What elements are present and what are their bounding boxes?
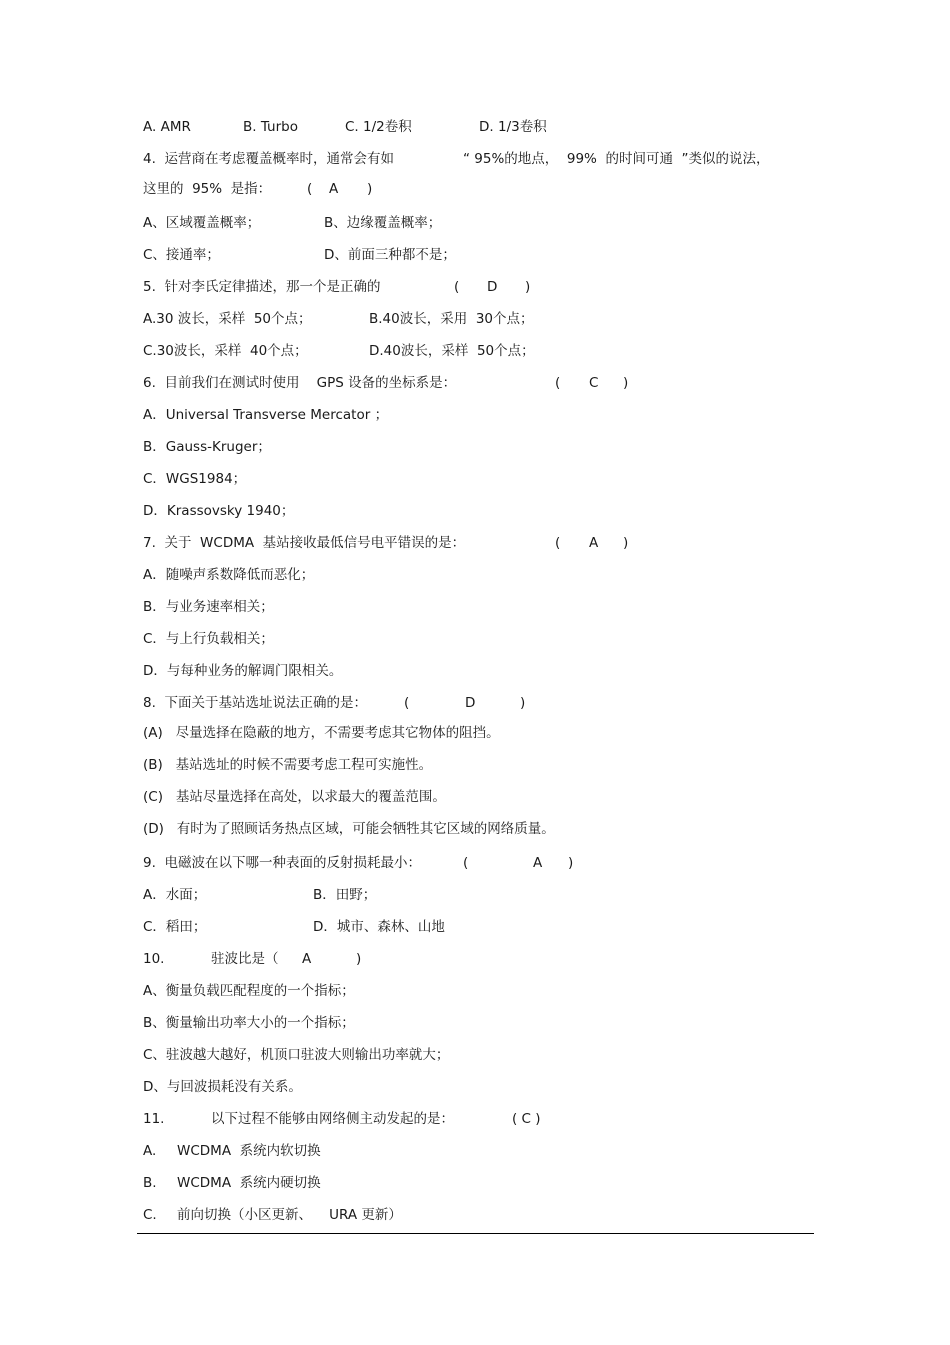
text-segment: 前向切换（小区更新、 URA 更新） xyxy=(177,1207,402,1223)
text-segment: (A) 尽量选择在隐蔽的地方，不需要考虑其它物体的阻挡。 xyxy=(143,725,500,741)
text-segment: ( xyxy=(404,695,410,711)
text-segment: 9. 电磁波在以下哪一种表面的反射损耗最小： xyxy=(143,855,421,871)
text-segment: (B) 基站选址的时候不需要考虑工程可实施性。 xyxy=(143,757,433,773)
text-segment: D．Krassovsky 1940； xyxy=(143,503,295,519)
text-segment: ) xyxy=(367,181,373,197)
text-segment: ( xyxy=(454,279,460,295)
text-segment: C．稻田； xyxy=(143,919,207,935)
text-segment: C. xyxy=(143,1207,157,1223)
text-segment: A. xyxy=(143,1143,157,1159)
text-segment: C．WGS1984； xyxy=(143,471,247,487)
text-segment: A．Universal Transverse Mercator ； xyxy=(143,407,389,423)
text-segment: A xyxy=(302,951,312,967)
text-segment: ) xyxy=(568,855,574,871)
text-segment: B．与业务速率相关； xyxy=(143,599,274,615)
text-segment: ( xyxy=(463,855,469,871)
text-segment: D、前面三种都不是； xyxy=(324,247,456,263)
text-segment: 这里的 95% 是指： xyxy=(143,181,272,197)
text-segment: ( xyxy=(555,375,561,391)
text-segment: ( xyxy=(307,181,313,197)
text-segment: ) xyxy=(520,695,526,711)
text-segment: 驻波比是（ xyxy=(211,951,279,967)
text-segment: (D) 有时为了照顾话务热点区域，可能会牺牲其它区域的网络质量。 xyxy=(143,821,555,837)
text-segment: D xyxy=(487,279,498,295)
text-segment: C．与上行负载相关； xyxy=(143,631,274,647)
text-segment: ) xyxy=(356,951,362,967)
text-segment: D xyxy=(465,695,476,711)
text-segment: A xyxy=(589,535,599,551)
text-segment: A.30 波长，采样 50个点； xyxy=(143,311,312,327)
text-segment: D．城市、森林、山地 xyxy=(313,919,445,935)
text-segment: B.40波长，采用 30个点； xyxy=(369,311,534,327)
text-segment: B、边缘覆盖概率； xyxy=(324,215,442,231)
text-segment: WCDMA 系统内软切换 xyxy=(177,1143,321,1159)
text-segment: 5. 针对李氏定律描述，那一个是正确的 xyxy=(143,279,381,295)
text-segment: C、接通率； xyxy=(143,247,220,263)
text-segment: ( xyxy=(555,535,561,551)
text-segment: B、衡量输出功率大小的一个指标； xyxy=(143,1015,355,1031)
text-segment: B．田野； xyxy=(313,887,377,903)
footer-rule xyxy=(137,1233,814,1234)
text-segment: B. Turbo xyxy=(243,119,298,135)
text-segment: A xyxy=(329,181,339,197)
text-segment: D. 1/3卷积 xyxy=(479,119,547,135)
text-segment: 7. 关于 WCDMA 基站接收最低信号电平错误的是： xyxy=(143,535,466,551)
text-segment: ) xyxy=(623,535,629,551)
text-segment: 8. 下面关于基站选址说法正确的是： xyxy=(143,695,367,711)
text-segment: B．Gauss-Kruger； xyxy=(143,439,271,455)
text-segment: WCDMA 系统内硬切换 xyxy=(177,1175,321,1191)
text-segment: D、与回波损耗没有关系。 xyxy=(143,1079,302,1095)
text-segment: C、驻波越大越好，机顶口驻波大则输出功率就大； xyxy=(143,1047,450,1063)
text-segment: (C) 基站尽量选择在高处，以求最大的覆盖范围。 xyxy=(143,789,446,805)
text-segment: D．与每种业务的解调门限相关。 xyxy=(143,663,343,679)
text-segment: A. AMR xyxy=(143,119,191,135)
text-segment: ( C ) xyxy=(512,1111,541,1127)
text-segment: C.30波长，采样 40个点； xyxy=(143,343,308,359)
text-segment: 11. xyxy=(143,1111,165,1127)
text-segment: 4. 运营商在考虑覆盖概率时，通常会有如 xyxy=(143,151,394,167)
text-segment: A．随噪声系数降低而恶化； xyxy=(143,567,315,583)
text-segment: ) xyxy=(623,375,629,391)
text-segment: A xyxy=(533,855,543,871)
text-segment: A．水面； xyxy=(143,887,207,903)
text-segment: 10. xyxy=(143,951,165,967)
text-segment: 6. 目前我们在测试时使用 GPS 设备的坐标系是： xyxy=(143,375,457,391)
text-segment: C. 1/2卷积 xyxy=(345,119,412,135)
text-segment: “ 95%的地点， 99% 的时间可通 ”类似的说法， xyxy=(463,151,770,167)
text-segment: A、衡量负载匹配程度的一个指标； xyxy=(143,983,355,999)
text-segment: C xyxy=(589,375,599,391)
text-segment: ) xyxy=(525,279,531,295)
text-segment: D.40波长，采样 50个点； xyxy=(369,343,535,359)
text-segment: B. xyxy=(143,1175,157,1191)
text-segment: 以下过程不能够由网络侧主动发起的是： xyxy=(211,1111,454,1127)
text-segment: A、区域覆盖概率； xyxy=(143,215,261,231)
